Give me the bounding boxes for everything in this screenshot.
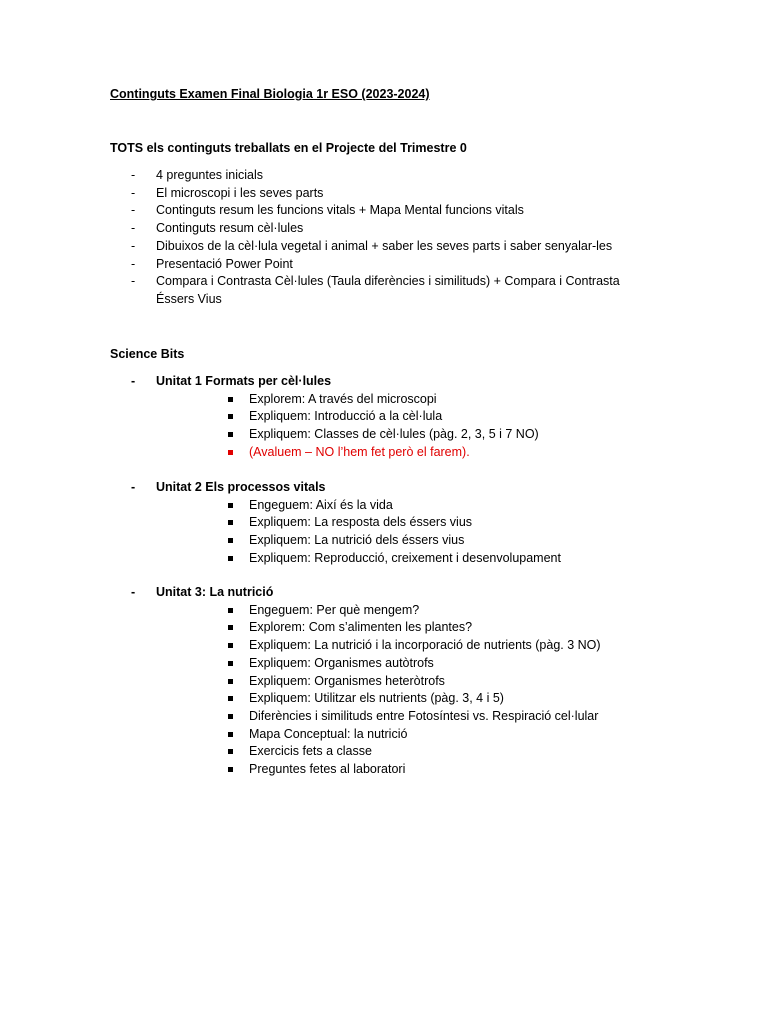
list-item <box>110 532 670 550</box>
list-item-text: Expliquem: La nutrició dels éssers vius <box>249 533 465 548</box>
square-bullet-icon <box>228 714 233 719</box>
list-item <box>110 202 650 220</box>
list-item <box>110 743 670 761</box>
list-item <box>110 514 670 532</box>
square-bullet-icon <box>228 679 233 684</box>
list-item <box>110 167 650 185</box>
list-item <box>110 673 670 691</box>
document-title: Continguts Examen Final Biologia 1r ESO (2023-2024) <box>110 87 430 101</box>
square-bullet-icon <box>228 732 233 737</box>
project-section-heading: TOTS els continguts treballats en el Projecte del Trimestre 0 <box>110 141 467 155</box>
list-item-text: Expliquem: Classes de cèl·lules (pàg. 2, 3, 5 i 7 NO) <box>249 427 539 442</box>
list-item-text: El microscopi i les seves parts <box>156 185 324 200</box>
list-item-text: Continguts resum cèl·lules <box>156 221 304 236</box>
list-item <box>110 602 670 620</box>
unit-2-heading <box>110 479 670 497</box>
list-item <box>110 497 670 515</box>
list-item-text: Mapa Conceptual: la nutrició <box>249 726 408 741</box>
dash-marker: - <box>131 256 136 271</box>
list-item <box>110 761 670 779</box>
square-bullet-icon <box>228 538 233 543</box>
dash-marker: - <box>131 480 136 494</box>
list-item <box>110 726 670 744</box>
unit-title: Unitat 1 Formats per cèl·lules <box>156 374 332 388</box>
list-item-text: Continguts resum les funcions vitals + Mapa Mental funcions vitals <box>156 203 524 218</box>
list-item-text: Expliquem: La resposta dels éssers vius <box>249 515 473 530</box>
square-bullet-icon <box>228 661 233 666</box>
unit-1-heading <box>110 373 670 391</box>
dash-marker: - <box>131 221 136 236</box>
list-item-text: 4 preguntes inicials <box>156 168 264 182</box>
unit-title: Unitat 3: La nutrició <box>156 585 274 599</box>
list-item-text: Preguntes fetes al laboratori <box>249 762 406 777</box>
square-bullet-icon <box>228 767 233 772</box>
list-item-text: Expliquem: Utilitzar els nutrients (pàg. 3, 4 i 5) <box>249 691 504 706</box>
science-bits-heading: Science Bits <box>110 347 185 361</box>
square-bullet-icon <box>228 749 233 754</box>
square-bullet-icon <box>228 520 233 525</box>
list-item <box>110 256 650 274</box>
list-item <box>110 426 670 444</box>
list-item-text: Engeguem: Així és la vida <box>249 497 393 512</box>
list-item <box>110 637 670 655</box>
dash-marker: - <box>131 203 136 218</box>
project-content-list <box>110 167 650 309</box>
unit-2-activity-list <box>110 497 670 568</box>
unit-2-block <box>110 479 670 568</box>
list-item-text: Expliquem: Reproducció, creixement i desenvolupament <box>249 550 561 565</box>
list-item <box>110 708 670 726</box>
square-bullet-icon <box>228 397 233 402</box>
unit-1-activity-list <box>110 391 670 462</box>
dash-marker: - <box>131 185 136 200</box>
list-item-text: Explorem: A través del microscopi <box>249 391 437 406</box>
list-item-text: Engeguem: Per què mengem? <box>249 602 420 617</box>
list-item-text: Expliquem: Introducció a la cèl·lula <box>249 409 443 424</box>
dash-marker: - <box>131 168 136 182</box>
list-item-text: Expliquem: Organismes autòtrofs <box>249 655 434 670</box>
list-item-highlighted <box>110 444 670 462</box>
list-item <box>110 550 670 568</box>
list-item-text: Dibuixos de la cèl·lula vegetal i animal + saber les seves parts i saber senyalar-les <box>156 238 613 253</box>
dash-marker: - <box>131 374 136 388</box>
dash-marker: - <box>131 585 136 599</box>
list-item <box>110 619 670 637</box>
square-bullet-icon <box>228 696 233 701</box>
list-item <box>110 220 650 238</box>
square-bullet-icon <box>228 450 233 455</box>
unit-3-activity-list <box>110 602 670 779</box>
list-item-text: Expliquem: La nutrició i la incorporació de nutrients (pàg. 3 NO) <box>249 638 601 653</box>
list-item <box>110 408 670 426</box>
list-item <box>110 690 670 708</box>
list-item-text: Exercicis fets a classe <box>249 744 372 759</box>
list-item-text: Explorem: Com s’alimenten les plantes? <box>249 620 473 635</box>
list-item <box>110 238 650 256</box>
unit-title: Unitat 2 Els processos vitals <box>156 480 326 494</box>
unit-3-heading <box>110 584 670 602</box>
list-item-text: Diferències i similituds entre Fotosíntesi vs. Respiració cel·lular <box>249 708 599 723</box>
list-item <box>110 185 650 203</box>
dash-marker: - <box>131 274 136 289</box>
list-item-text: (Avaluem – NO l’hem fet però el farem). <box>249 444 470 459</box>
square-bullet-icon <box>228 432 233 437</box>
list-item-text: Compara i Contrasta Cèl·lules (Taula diferències i similituds) + Compara i Contrasta Éssers Vius <box>156 274 620 306</box>
square-bullet-icon <box>228 414 233 419</box>
unit-3-block <box>110 584 670 779</box>
square-bullet-icon <box>228 556 233 561</box>
unit-1-block <box>110 373 670 462</box>
square-bullet-icon <box>228 643 233 648</box>
square-bullet-icon <box>228 625 233 630</box>
square-bullet-icon <box>228 503 233 508</box>
list-item <box>110 655 670 673</box>
list-item-text: Expliquem: Organismes heteròtrofs <box>249 673 445 688</box>
square-bullet-icon <box>228 608 233 613</box>
list-item-text: Presentació Power Point <box>156 256 293 271</box>
list-item <box>110 391 670 409</box>
list-item <box>110 273 650 308</box>
dash-marker: - <box>131 238 136 253</box>
